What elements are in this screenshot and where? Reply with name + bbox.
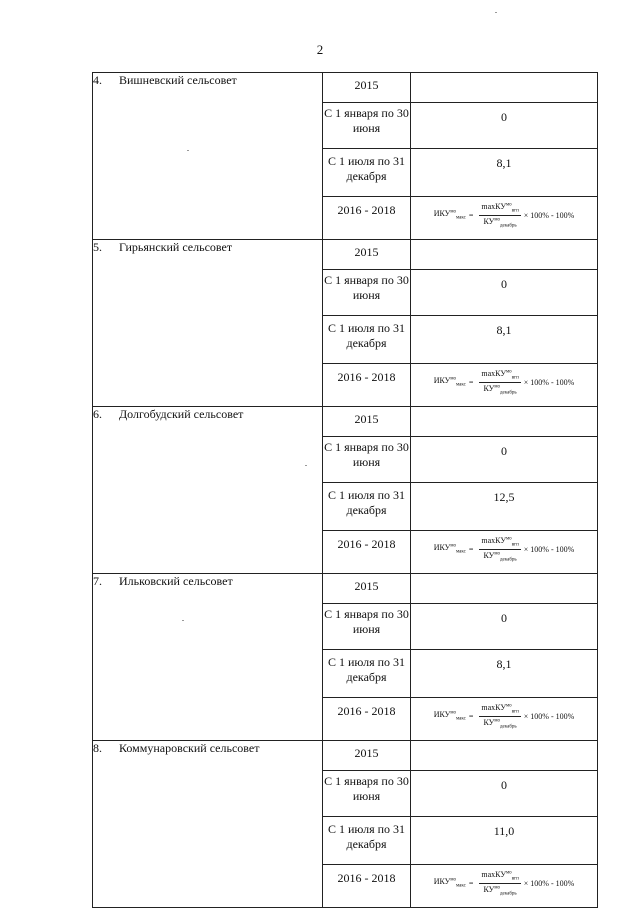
- settlement-name: Коммунаровский сельсовет: [119, 741, 260, 755]
- formula-tail: × 100% - 100%: [523, 544, 575, 554]
- formula-equals: =: [468, 377, 474, 387]
- period-cell: 2016 - 2018: [323, 364, 411, 407]
- row-number: 5.: [93, 240, 102, 254]
- formula-fraction: [479, 536, 520, 562]
- formula-denominator: $КУ^{мо}_{декабрь}$: [483, 884, 517, 897]
- formula-cell: [411, 531, 598, 574]
- row-number: 8.: [93, 741, 102, 755]
- row-number: 6.: [93, 407, 102, 421]
- formula-numerator: maxКУ$^{мо}_{вгп}$: [481, 702, 519, 715]
- formula-fraction: [479, 870, 520, 896]
- formula-lhs: $ИКУ^{мо}_{макс}$: [433, 376, 466, 388]
- period-cell: 2016 - 2018: [323, 865, 411, 908]
- period-cell: С 1 июля по 31 декабря: [323, 149, 411, 197]
- formula-tail: × 100% - 100%: [523, 711, 575, 721]
- page-number: 2: [316, 42, 324, 57]
- formula-tail: × 100% - 100%: [523, 210, 575, 220]
- formula-equals: =: [468, 210, 474, 220]
- table-row: [93, 240, 598, 270]
- period-cell: С 1 января по 30 июня: [323, 604, 411, 650]
- formula-numerator: maxКУ$^{мо}_{вгп}$: [481, 368, 519, 381]
- year-cell: 2015: [323, 240, 411, 270]
- formula-denominator: $КУ^{мо}_{декабрь}$: [483, 717, 517, 730]
- settlement-cell: [93, 574, 323, 741]
- value-cell: 0: [411, 270, 598, 316]
- formula-fraction: [479, 202, 520, 228]
- empty-value-cell: [411, 741, 598, 771]
- formula-lhs: $ИКУ^{мо}_{макс}$: [433, 877, 466, 889]
- settlement-name: Ильковский сельсовет: [119, 574, 233, 588]
- index-formula: [411, 865, 597, 901]
- formula-equals: =: [468, 711, 474, 721]
- formula-tail: × 100% - 100%: [523, 878, 575, 888]
- period-cell: 2016 - 2018: [323, 698, 411, 741]
- table-row: [93, 73, 598, 103]
- empty-value-cell: [411, 574, 598, 604]
- row-number: 7.: [93, 574, 102, 588]
- formula-tail: × 100% - 100%: [523, 377, 575, 387]
- year-cell: 2015: [323, 73, 411, 103]
- settlement-name: Вишневский сельсовет: [119, 73, 237, 87]
- value-cell: 11,0: [411, 817, 598, 865]
- formula-cell: [411, 364, 598, 407]
- index-formula: [411, 197, 597, 233]
- scan-speck: [182, 620, 184, 621]
- formula-denominator: $КУ^{мо}_{декабрь}$: [483, 383, 517, 396]
- formula-lhs: $ИКУ^{мо}_{макс}$: [433, 543, 466, 555]
- period-cell: С 1 июля по 31 декабря: [323, 817, 411, 865]
- table-row: [93, 574, 598, 604]
- value-cell: 0: [411, 604, 598, 650]
- table-row: [93, 407, 598, 437]
- year-cell: 2015: [323, 574, 411, 604]
- period-cell: С 1 января по 30 июня: [323, 270, 411, 316]
- value-cell: 0: [411, 437, 598, 483]
- settlement-name: Долгобудский сельсовет: [119, 407, 244, 421]
- formula-numerator: maxКУ$^{мо}_{вгп}$: [481, 201, 519, 214]
- period-cell: 2016 - 2018: [323, 197, 411, 240]
- period-cell: С 1 января по 30 июня: [323, 771, 411, 817]
- settlement-name: Гирьянский сельсовет: [119, 240, 233, 254]
- formula-equals: =: [468, 878, 474, 888]
- period-cell: С 1 июля по 31 декабря: [323, 650, 411, 698]
- formula-fraction: [479, 369, 520, 395]
- value-cell: 8,1: [411, 650, 598, 698]
- value-cell: 0: [411, 103, 598, 149]
- formula-equals: =: [468, 544, 474, 554]
- period-cell: С 1 января по 30 июня: [323, 437, 411, 483]
- period-cell: С 1 июля по 31 декабря: [323, 316, 411, 364]
- settlement-cell: [93, 741, 323, 908]
- formula-cell: [411, 197, 598, 240]
- value-cell: 8,1: [411, 149, 598, 197]
- scan-speck: [305, 465, 307, 466]
- value-cell: 8,1: [411, 316, 598, 364]
- value-cell: 12,5: [411, 483, 598, 531]
- empty-value-cell: [411, 240, 598, 270]
- scan-speck: [495, 12, 497, 13]
- period-cell: 2016 - 2018: [323, 531, 411, 574]
- formula-cell: [411, 865, 598, 908]
- formula-lhs: $ИКУ^{мо}_{макс}$: [433, 710, 466, 722]
- formula-numerator: maxКУ$^{мо}_{вгп}$: [481, 535, 519, 548]
- value-cell: 0: [411, 771, 598, 817]
- empty-value-cell: [411, 73, 598, 103]
- settlement-cell: [93, 407, 323, 574]
- table-row: [93, 741, 598, 771]
- index-formula: [411, 698, 597, 734]
- settlement-cell: [93, 73, 323, 240]
- index-formula: [411, 364, 597, 400]
- formula-denominator: $КУ^{мо}_{декабрь}$: [483, 216, 517, 229]
- formula-cell: [411, 698, 598, 741]
- index-formula: [411, 531, 597, 567]
- period-cell: С 1 июля по 31 декабря: [323, 483, 411, 531]
- scan-speck: [187, 150, 189, 151]
- year-cell: 2015: [323, 407, 411, 437]
- empty-value-cell: [411, 407, 598, 437]
- year-cell: 2015: [323, 741, 411, 771]
- formula-numerator: maxКУ$^{мо}_{вгп}$: [481, 869, 519, 882]
- formula-fraction: [479, 703, 520, 729]
- row-number: 4.: [93, 73, 102, 87]
- period-cell: С 1 января по 30 июня: [323, 103, 411, 149]
- formula-denominator: $КУ^{мо}_{декабрь}$: [483, 550, 517, 563]
- tariff-table: [92, 72, 598, 908]
- formula-lhs: $ИКУ^{мо}_{макс}$: [433, 209, 466, 221]
- settlement-cell: [93, 240, 323, 407]
